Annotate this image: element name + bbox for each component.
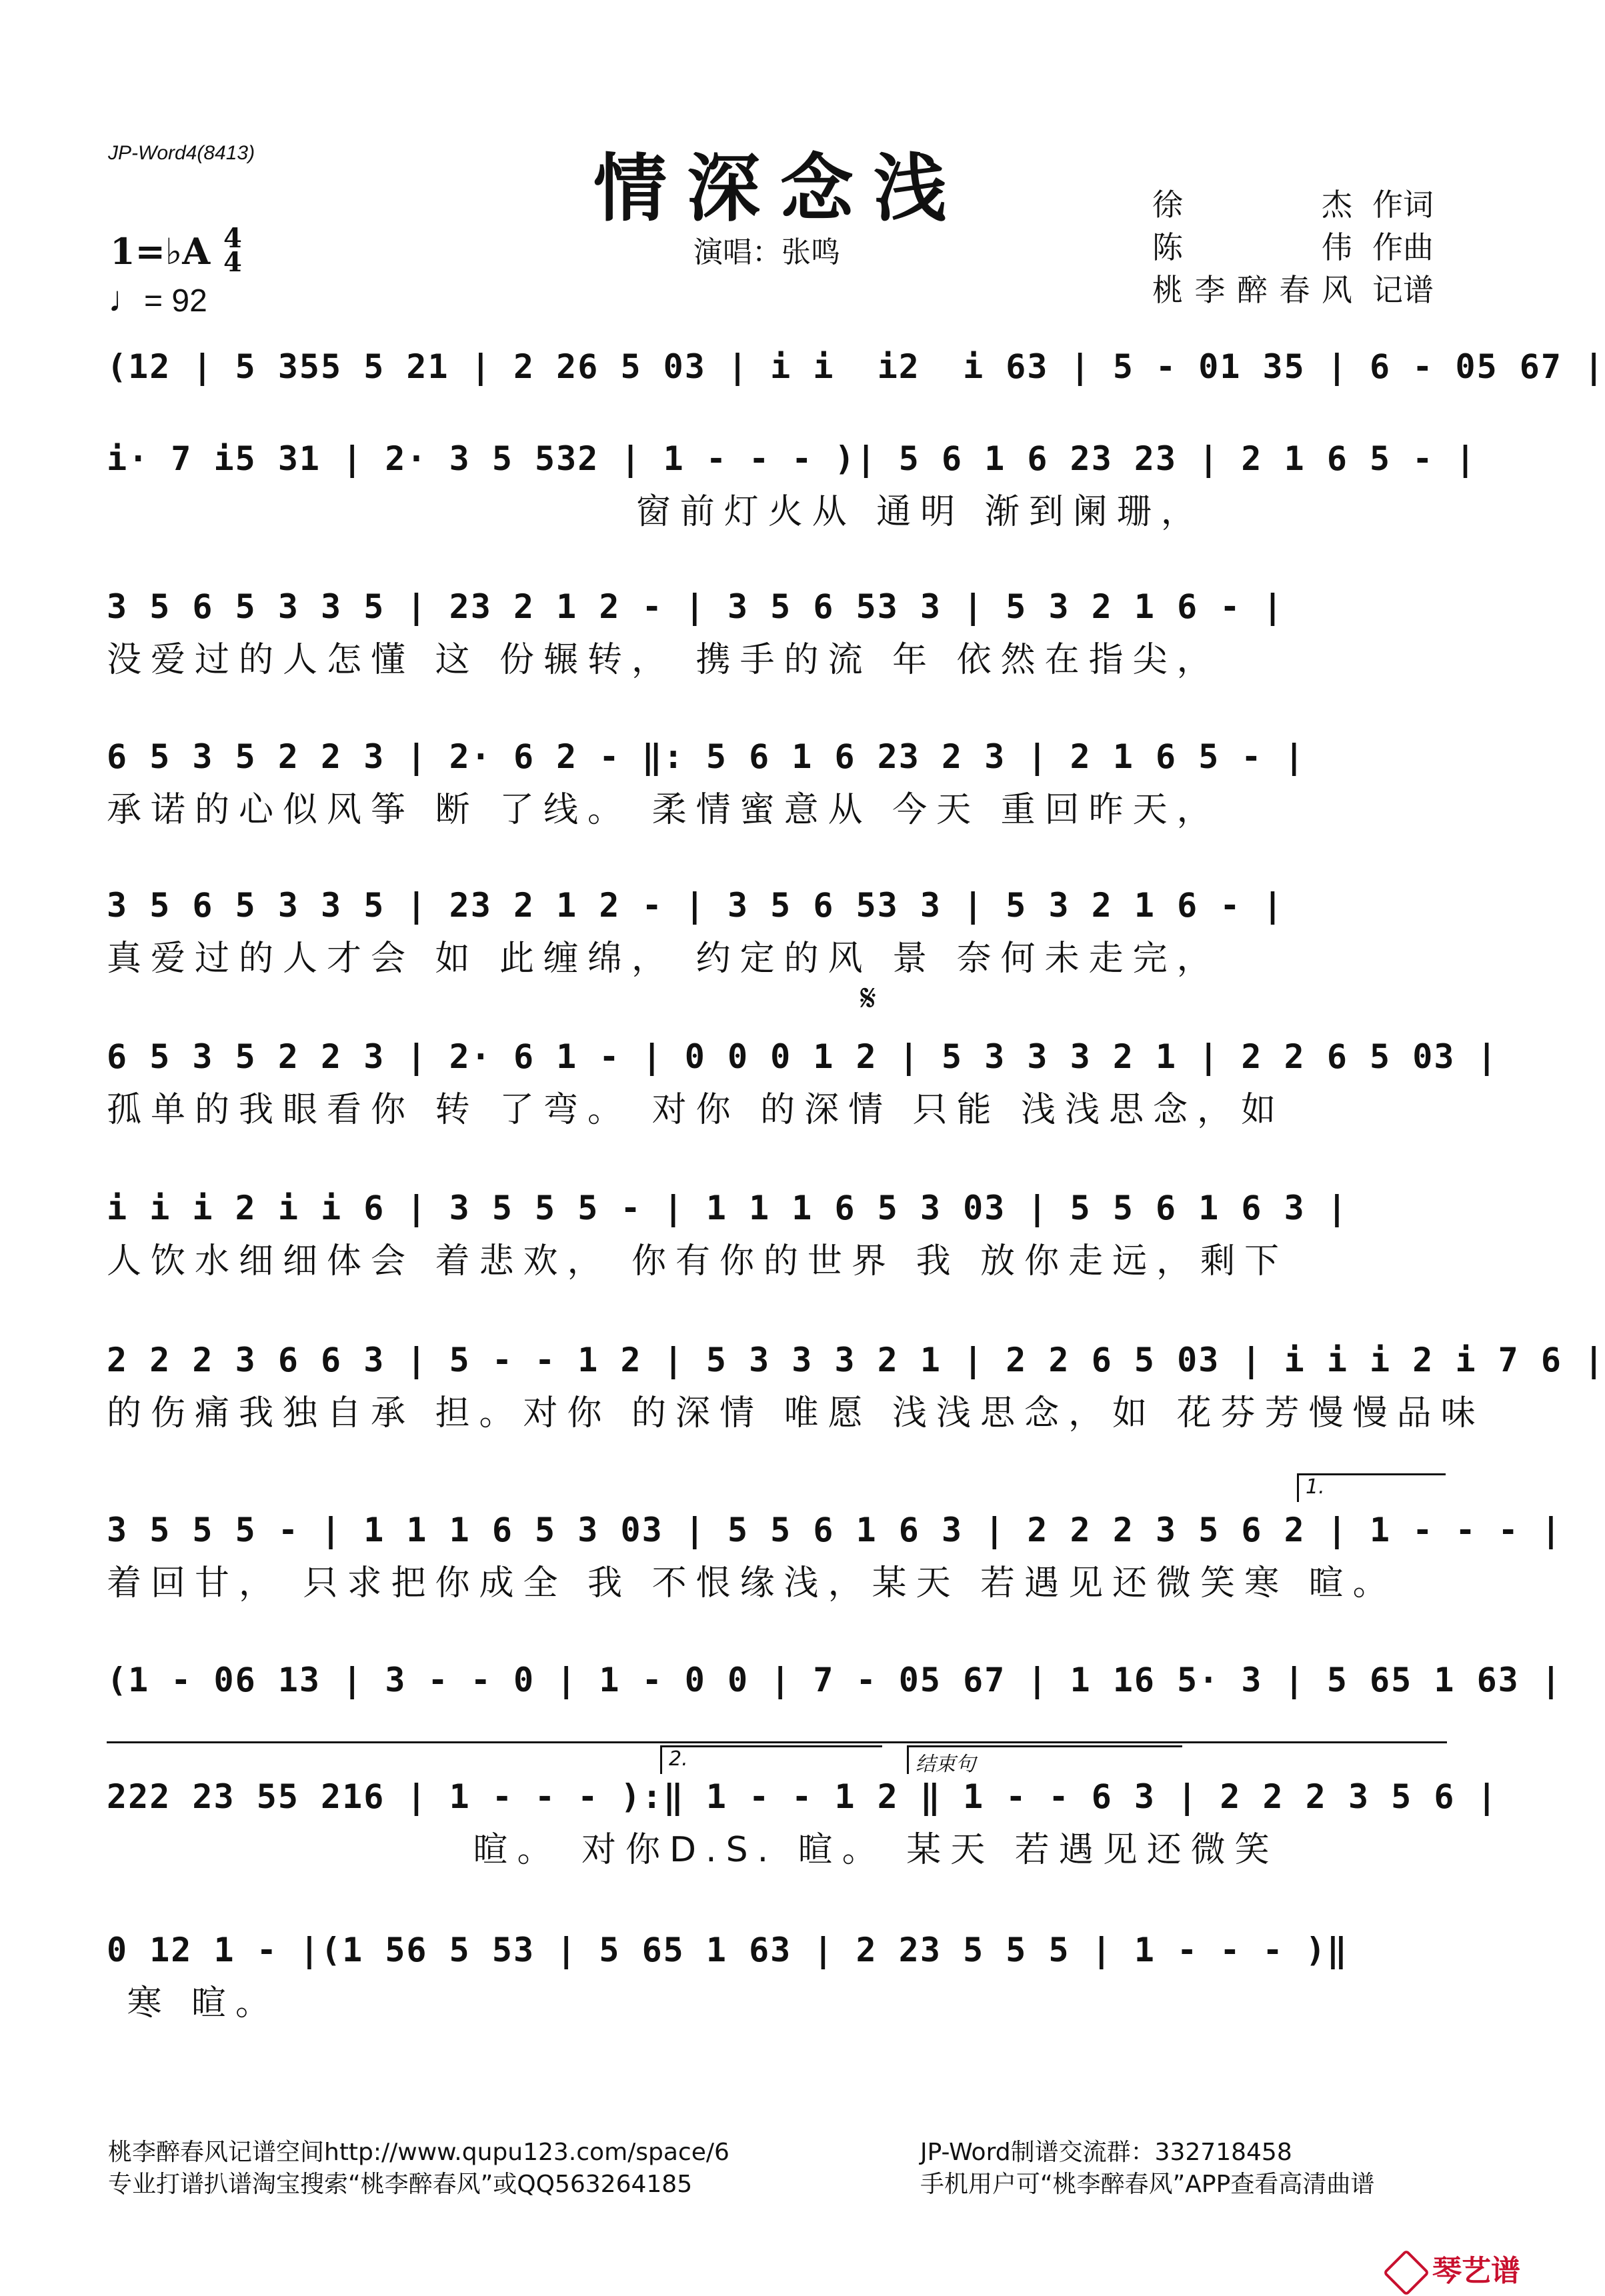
score-system-8	[107, 1333, 1605, 1440]
notation-line: i· 7 i5 31 | 2· 3 5 532 | 1 - - - )| 5 6 1 6 23 23 | 2 1 6 5 - |	[107, 439, 1477, 478]
score-system-2	[107, 432, 1477, 539]
notation-line: i i i 2 i i 6 | 3 5 5 5 - | 1 1 1 6 5 3 03 | 5 5 6 1 6 3 |	[107, 1189, 1348, 1227]
lyric-line: 寒 暄。	[107, 1983, 280, 2023]
score-system-11	[107, 1770, 1498, 1877]
notation-line: 222 23 55 216 | 1 - - - ):‖ 1 - - 1 2 ‖ 1 - - 6 3 | 2 2 2 3 5 6 |	[107, 1777, 1498, 1816]
volta-bracket-1: 1.	[1297, 1473, 1446, 1502]
footer-left	[108, 2137, 729, 2201]
score-system-3	[107, 580, 1447, 687]
quarter-note-icon: ♩	[108, 279, 144, 319]
key-signature: 1=♭A	[110, 230, 211, 273]
software-label: JP-Word4(8413)	[108, 142, 255, 164]
credit-name: 徐杰	[1152, 187, 1352, 223]
score-system-10	[107, 1653, 1562, 1707]
credit-composer	[1152, 226, 1434, 269]
notation-line: (1 - 06 13 | 3 - - 0 | 1 - 0 0 | 7 - 05 67 | 1 16 5· 3 | 5 65 1 63 |	[107, 1661, 1562, 1699]
time-signature-top: 4	[223, 223, 242, 254]
footer-group-line: JP-Word制谱交流群：332718458	[920, 2139, 1292, 2166]
score-system-6	[107, 1030, 1498, 1137]
time-signature	[223, 223, 242, 278]
credits-block	[1152, 183, 1434, 311]
segno-sign: 𝄋	[860, 977, 877, 1020]
notation-line: 2 2 2 3 6 6 3 | 5 - - 1 2 | 5 3 3 3 2 1 | 2 2 6 5 03 | i i i 2 i 7 6 |	[107, 1341, 1605, 1379]
lyric-line: 人饮水细细体会 着悲欢， 你有你的世界 我 放你走远，剩下	[107, 1241, 1289, 1281]
notation-line: 6 5 3 5 2 2 3 | 2· 6 2 - ‖: 5 6 1 6 23 2 3 | 2 1 6 5 - |	[107, 737, 1306, 776]
credit-lyricist	[1152, 183, 1434, 226]
credit-role: 作曲	[1372, 229, 1434, 265]
notation-line: 6 5 3 5 2 2 3 | 2· 6 1 - | 0 0 0 1 2 | 5 3 3 3 2 1 | 2 2 6 5 03 |	[107, 1037, 1498, 1076]
volta-extension-line	[107, 1741, 1447, 1743]
score-system-12	[107, 1923, 1447, 2030]
brand-logo-icon	[1383, 2249, 1430, 2296]
score-system-5	[107, 879, 1447, 985]
credit-name: 桃李醉春风	[1152, 272, 1352, 308]
lyric-line: 窗前灯火从 通明 渐到阑珊，	[107, 492, 1205, 532]
time-signature-bottom: 4	[223, 247, 242, 278]
footer-app-line: 手机用户可“桃李醉春风”APP查看高清曲谱	[920, 2171, 1375, 2198]
lyric-line: 没爱过的人怎懂 这 份辗转， 携手的流 年 依然在指尖，	[107, 640, 1221, 680]
tempo-marking	[108, 279, 207, 320]
score-system-4	[107, 730, 1447, 837]
lyric-line: 的伤痛我独自承 担。对你 的深情 唯愿 浅浅思念，如 花芬芳慢慢品味	[107, 1393, 1485, 1433]
notation-line: 3 5 5 5 - | 1 1 1 6 5 3 03 | 5 5 6 1 6 3 | 2 2 2 3 5 6 2 | 1 - - - |	[107, 1511, 1562, 1549]
credit-role: 作词	[1372, 187, 1434, 223]
lyric-line: 孤单的我眼看你 转 了弯。 对你 的深情 只能 浅浅思念，如	[107, 1090, 1286, 1130]
footer-info-line: 专业打谱扒谱淘宝搜索“桃李醉春风”或QQ563264185	[108, 2171, 693, 2198]
notation-line: 3 5 6 5 3 3 5 | 23 2 1 2 - | 3 5 6 53 3 | 5 3 2 1 6 - |	[107, 587, 1284, 626]
lyric-line: 承诺的心似风筝 断 了线。 柔情蜜意从 今天 重回昨天，	[107, 790, 1221, 830]
singer-credit: 演唱：张鸣	[693, 235, 840, 269]
lyric-line: 着回甘， 只求把你成全 我 不恨缘浅，某天 若遇见还微笑寒 暄。	[107, 1563, 1397, 1603]
volta-bracket-2: 2.	[660, 1745, 882, 1774]
lyric-line: 暄。 对你D.S. 暄。 某天 若遇见还微笑	[107, 1830, 1279, 1870]
tempo-value: = 92	[144, 283, 207, 319]
lyric-line: 真爱过的人才会 如 此缠绵， 约定的风 景 奈何未走完，	[107, 939, 1221, 979]
song-title: 情深念浅	[593, 145, 967, 231]
brand-watermark	[1390, 2247, 1520, 2289]
notation-line: (12 | 5 355 5 21 | 2 26 5 03 | i i i2 i 63 | 5 - 01 35 | 6 - 05 67 |	[107, 347, 1605, 386]
brand-name: 琴艺谱	[1432, 2254, 1520, 2288]
score-system-7	[107, 1181, 1447, 1288]
credit-name: 陈伟	[1152, 229, 1352, 265]
credit-role: 记谱	[1372, 272, 1434, 308]
credit-transcriber	[1152, 269, 1434, 311]
ending-bracket: 结束句	[907, 1745, 1182, 1774]
footer-right	[920, 2137, 1374, 2201]
notation-line: 0 12 1 - |(1 56 5 53 | 5 65 1 63 | 2 23 5 5 5 | 1 - - - )‖	[107, 1931, 1348, 1969]
notation-line: 3 5 6 5 3 3 5 | 23 2 1 2 - | 3 5 6 53 3 | 5 3 2 1 6 - |	[107, 886, 1284, 925]
footer-link-line[interactable]: 桃李醉春风记谱空间http://www.qupu123.com/space/6	[108, 2139, 729, 2166]
score-system-9	[107, 1503, 1562, 1610]
score-system-1	[107, 340, 1605, 447]
